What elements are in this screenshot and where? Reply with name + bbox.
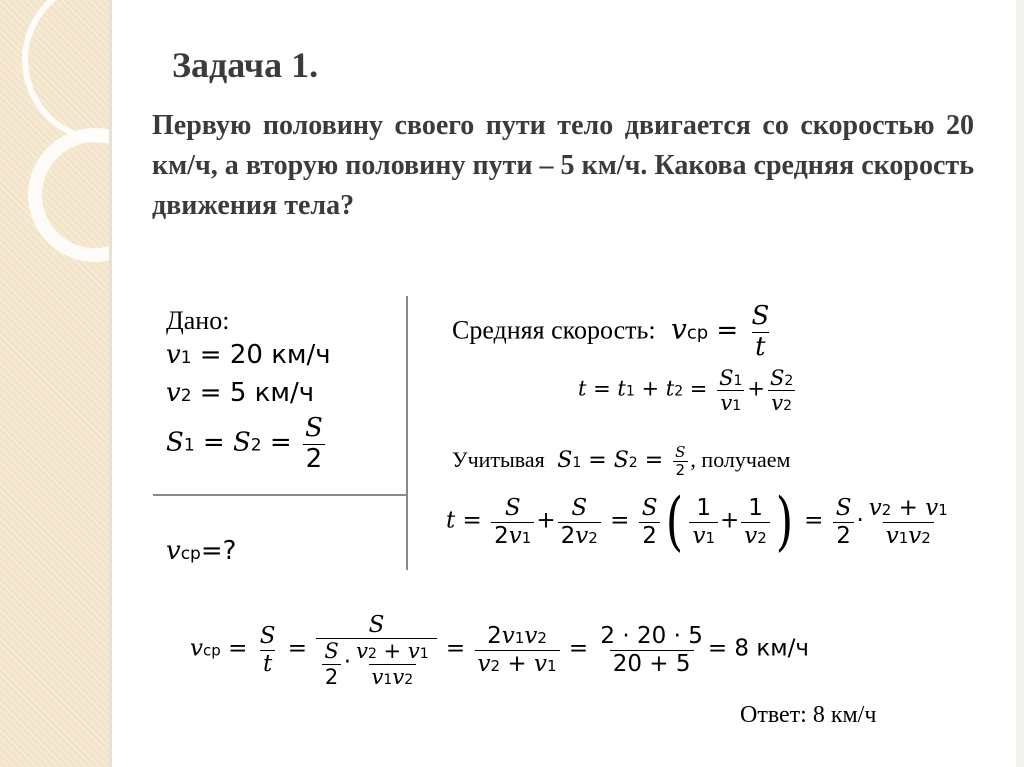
numeric-denominator: 20 + 5 — [610, 650, 694, 677]
slide-title: Задача 1. — [172, 45, 319, 85]
answer: Ответ: 8 км/ч — [740, 702, 877, 728]
given-label: Дано: — [166, 306, 230, 335]
band-divider — [109, 0, 112, 767]
given-s1-s2: S1 = S2 = $\frac{S}{2}$ — [166, 414, 328, 475]
final-result: = 8 км/ч — [707, 635, 809, 662]
v2-value: 5 км/ч — [229, 378, 315, 408]
final-derivation: vср = $\frac{S}{t}$ = S $\frac{S}{2}$ · $\frac{v2 + v1}{v1v2}$ = $\frac{2v1v2}{v2 + v1}$ = $\frac{2 \cdot 20 \cdot 5}{20 + 5}$ = 8 км/ч — [190, 612, 809, 689]
avg-speed-label: Средняя скорость: — [452, 315, 656, 345]
avg-speed-formula: Средняя скорость: vср = $\frac{S}{t}$ — [452, 301, 770, 362]
time-sum-formula: t = t1 + t2 = $\frac{S1}{v1}$ + $\frac{S2}{v2}$ — [578, 366, 794, 416]
considering-label: Учитывая — [452, 446, 545, 472]
considering-line: Учитывая S1 = S2 = $\frac{S}{2}$ , получаем — [452, 443, 791, 480]
numeric-numerator: 2 · 20 · 5 — [600, 623, 703, 650]
find-vcp: vср=? — [166, 536, 237, 566]
given-separator — [153, 494, 406, 496]
given-v1: v1 = 20 км/ч — [166, 340, 331, 370]
decorative-side-band — [0, 0, 110, 767]
given-divider — [406, 296, 408, 570]
given-v2: v2 = 5 км/ч — [166, 378, 315, 408]
decorative-circles — [0, 0, 110, 767]
right-edge-strip — [1016, 0, 1024, 767]
time-derivation: t = $\frac{S}{2v1}$ + $\frac{S}{2v2}$ = $\frac{S}{2}$ ( $\frac{1}{v1}$ + $\frac{1}{v2}$ ) = $\frac{S}{2}$ · $\frac{v2 + v1}{v1v2}$ — [446, 485, 948, 559]
problem-statement: Первую половину своего пути тело двигается со скоростью 20 км/ч, а вторую половину пути – 5 км/ч. Какова средняя скорость движения тела? — [152, 110, 974, 221]
v1-value: 20 км/ч — [229, 340, 331, 370]
obtaining-label: , получаем — [690, 446, 791, 472]
